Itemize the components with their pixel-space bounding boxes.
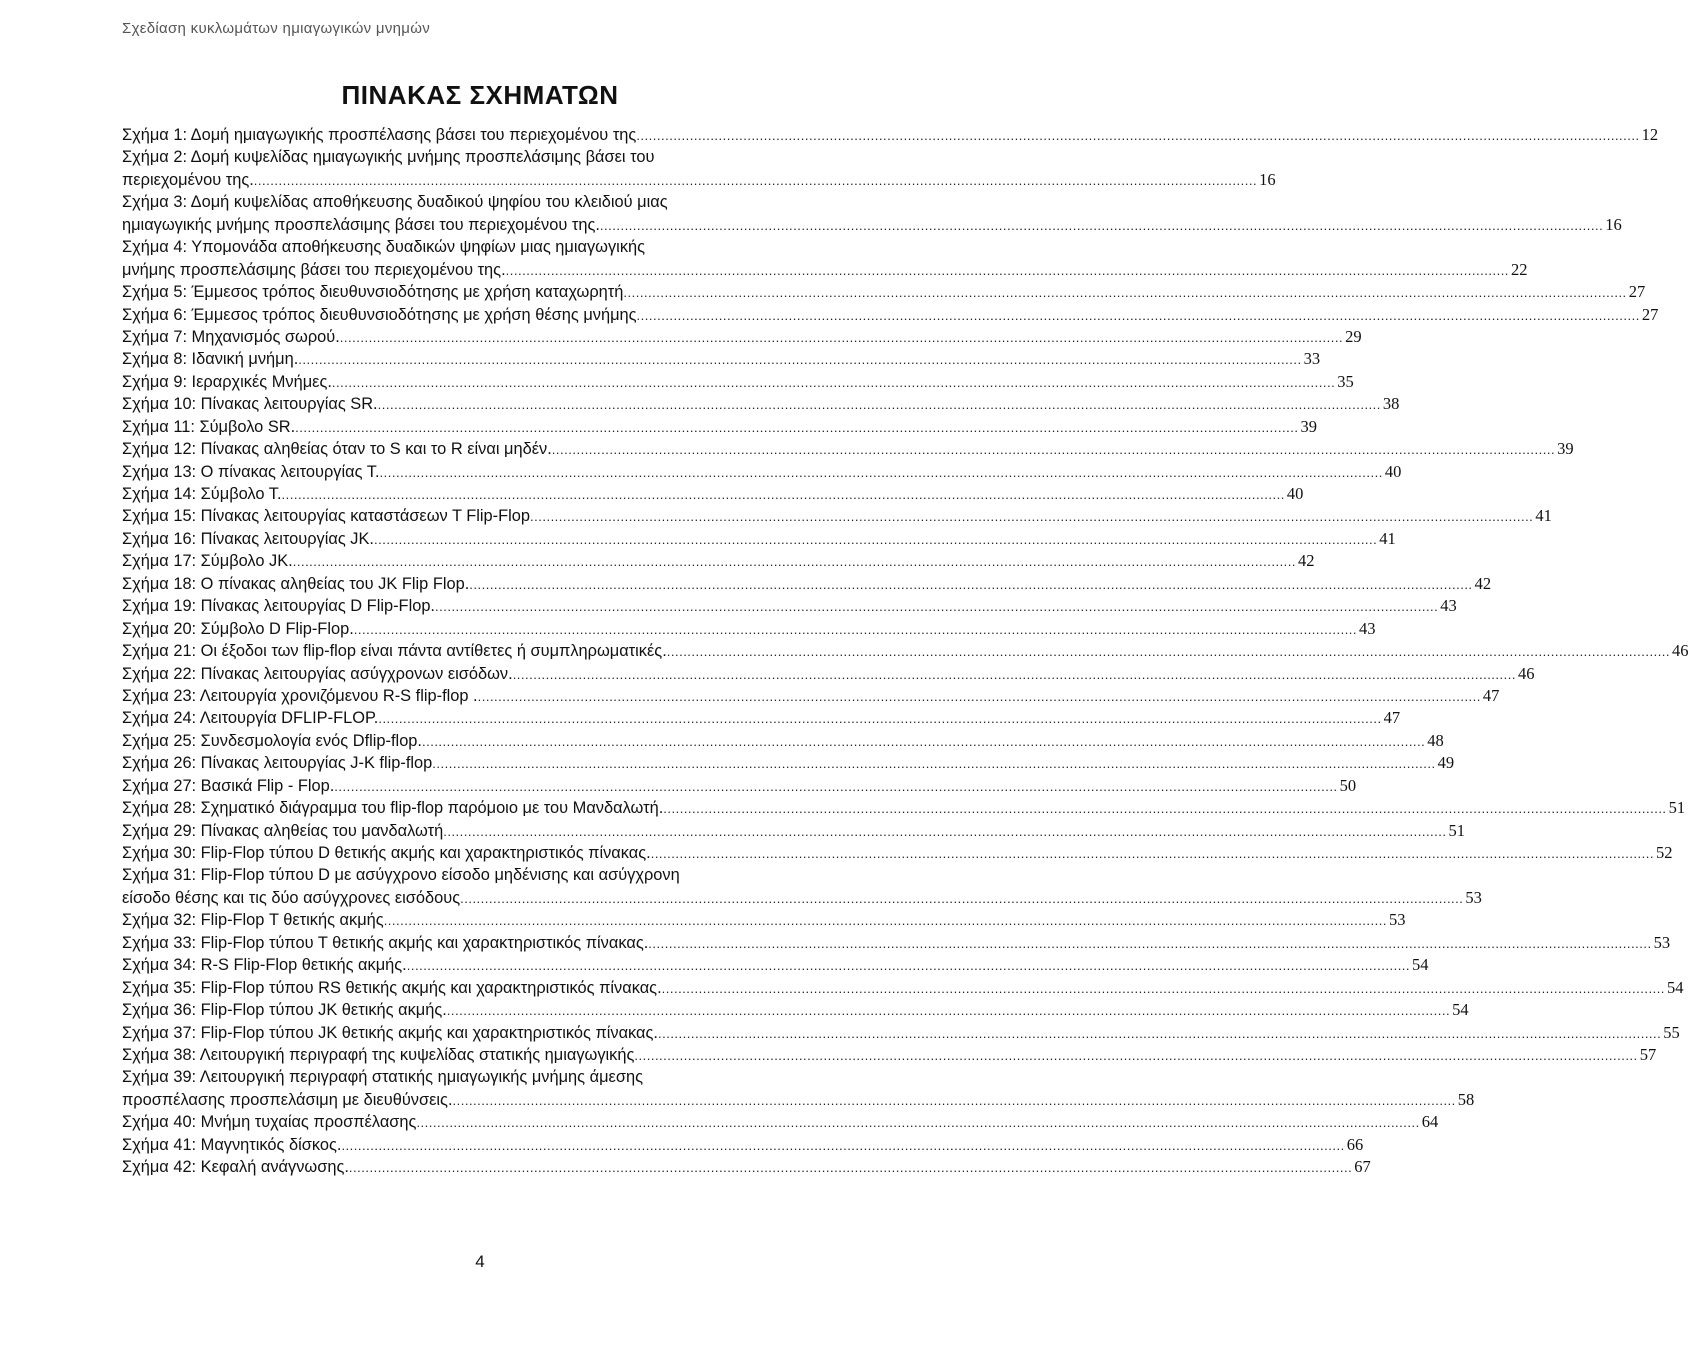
figure-entry-text: Σχήμα 29: Πίνακας αληθείας του μανδαλωτή — [122, 821, 444, 840]
dot-leader — [378, 708, 1381, 730]
figure-entry-text: Σχήμα 18: Ο πίνακας αληθείας του JK Flip Flop. — [122, 574, 470, 593]
figure-entry-line — [122, 371, 1354, 393]
figure-entry-line — [122, 438, 1574, 460]
figure-entry-line — [122, 954, 1429, 976]
figure-entry-line — [122, 797, 1686, 819]
figure-page-number: 22 — [1510, 259, 1528, 279]
figure-entry-line — [122, 281, 1646, 303]
figure-page-number: 35 — [1337, 371, 1354, 391]
figure-entry-line — [122, 618, 1376, 640]
dot-leader — [600, 215, 1603, 237]
dot-leader — [282, 484, 1285, 506]
dot-leader — [378, 394, 1381, 416]
dot-leader — [443, 821, 1446, 843]
figure-entry-line — [122, 775, 1357, 797]
dot-leader — [416, 1112, 1419, 1134]
figure-entry-line — [122, 191, 812, 213]
figure-entry-line — [122, 730, 1444, 752]
figure-page-number: 53 — [1465, 887, 1482, 907]
figure-entry-line — [122, 842, 1673, 864]
figure-entry-text: Σχήμα 22: Πίνακας λειτουργίας ασύγχρονων εισόδων. — [122, 664, 513, 683]
figure-entry-text: Σχήμα 1: Δομή ημιαγωγικής προσπέλασης βάσει του περιεχομένου της — [122, 126, 637, 144]
figure-entry-text: Σχήμα 5: Έμμεσος τρόπος διευθυνσιοδότησης με χρήση καταχωρητή — [122, 283, 624, 302]
dot-leader — [374, 529, 1377, 551]
figure-entry-text: Σχήμα 42: Κεφαλή ανάγνωσης. — [122, 1158, 349, 1177]
figure-entry-line — [122, 393, 1400, 415]
figure-page-number: 47 — [1482, 685, 1500, 705]
figure-entry-text: Σχήμα 12: Πίνακας αληθείας όταν το S και το R είναι μηδέν. — [122, 440, 552, 459]
figure-page-number: 66 — [1346, 1134, 1364, 1154]
figure-entry-line — [122, 864, 812, 886]
figure-entry-text: Σχήμα 40: Μνήμη τυχαίας προσπέλασης — [122, 1113, 417, 1132]
figure-entry-text: Σχήμα 6: Έμμεσος τρόπος διευθυνσιοδότησης με χρήση θέσης μνήμης — [122, 305, 637, 324]
figure-entry-text: Σχήμα 35: Flip-Flop τύπου RS θετικής ακμής και χαρακτηριστικός πίνακας. — [122, 978, 662, 997]
dot-leader — [636, 125, 1639, 147]
dot-leader — [340, 327, 1343, 349]
figure-entry-text: Σχήμα 13: Ο πίνακας λειτουργίας Τ. — [122, 462, 380, 481]
figure-page-number: 27 — [1641, 304, 1659, 324]
figure-page-number: 41 — [1535, 506, 1552, 526]
dot-leader — [432, 753, 1435, 775]
dot-leader — [637, 305, 1640, 327]
figure-entry-text: Σχήμα 9: Ιεραρχικές Μνήμες. — [122, 372, 332, 391]
figure-entry-line — [122, 1066, 812, 1088]
figure-entry-text: Σχήμα 34: R-S Flip-Flop θετικής ακμής. — [122, 956, 407, 975]
figure-entry-line — [122, 932, 1671, 954]
dot-leader — [648, 933, 1651, 955]
figure-entry-text: Σχήμα 4: Υπομονάδα αποθήκευσης δυαδικών ψηφίων μιας ημιαγωγικής — [122, 238, 646, 257]
figure-entry-line — [122, 1134, 1364, 1156]
figure-entry-line — [122, 505, 1552, 527]
dot-leader — [651, 843, 1654, 865]
figure-page-number: 47 — [1383, 708, 1401, 728]
page-number: 4 — [475, 1252, 485, 1271]
dot-leader — [254, 170, 1257, 192]
dot-leader — [447, 1000, 1450, 1022]
dot-leader — [453, 1090, 1456, 1112]
figure-page-number: 51 — [1668, 798, 1686, 818]
figure-entry-text: Σχήμα 16: Πίνακας λειτουργίας JK. — [122, 529, 374, 548]
figure-page-number: 29 — [1345, 326, 1362, 346]
figure-entry-text: Σχήμα 24: Λειτουργία DFLIP-FLOP. — [122, 709, 379, 728]
figure-entry-text: Σχήμα 33: Flip-Flop τύπου Τ θετικής ακμής και χαρακτηριστικός πίνακας. — [122, 933, 649, 952]
page-title — [0, 80, 960, 111]
figure-entry-line — [122, 887, 1482, 909]
dot-leader — [422, 731, 1425, 753]
dot-leader — [478, 686, 1481, 708]
dot-leader — [298, 349, 1301, 371]
figure-page-number: 40 — [1384, 461, 1402, 481]
figure-page-number: 54 — [1452, 1000, 1469, 1020]
figure-entry-text: Σχήμα 25: Συνδεσμολογία ενός Dflip-flop. — [122, 731, 422, 750]
figure-entry-text: Σχήμα 36: Flip-Flop τύπου JK θετικής ακμής. — [122, 1001, 447, 1020]
dot-leader — [349, 1157, 1352, 1179]
figure-page-number: 54 — [1412, 955, 1429, 975]
dot-leader — [667, 641, 1670, 663]
figure-page-number: 52 — [1656, 843, 1673, 862]
figure-page-number: 33 — [1303, 349, 1321, 369]
figure-entry-text: Σχήμα 8: Ιδανική μνήμη. — [122, 350, 299, 369]
figure-entry-line — [122, 348, 1321, 370]
figure-entry-text: Σχήμα 28: Σχηματικό διάγραμμα του flip-flop παρόμοιο με του Μανδαλωτή. — [122, 799, 664, 818]
figure-entry-line — [122, 259, 1528, 281]
dot-leader — [623, 282, 1626, 304]
figure-entry-text: Σχήμα 17: Σύμβολο JK. — [122, 552, 293, 571]
figure-entry-text: Σχήμα 23: Λειτουργία χρονιζόμενου R-S flip-flop . — [122, 686, 478, 705]
figure-entry-line — [122, 685, 1500, 707]
dot-leader — [293, 551, 1296, 573]
figure-entry-text: Σχήμα 3: Δομή κυψελίδας αποθήκευσης δυαδικού ψηφίου του κλειδιού μιας — [122, 193, 668, 212]
figure-page-number: 67 — [1354, 1157, 1371, 1177]
figure-entry-text: Σχήμα 37: Flip-Flop τύπου JK θετικής ακμής και χαρακτηριστικός πίνακας. — [122, 1023, 658, 1042]
page-title-text: ΠΙΝΑΚΑΣ ΣΧΗΜΑΤΩΝ — [341, 80, 619, 110]
figure-page-number: 53 — [1388, 910, 1406, 930]
dot-leader — [435, 596, 1438, 618]
figure-entry-text: Σχήμα 19: Πίνακας λειτουργίας D Flip-Flop. — [122, 597, 435, 616]
figure-entry-line — [122, 169, 1276, 191]
dot-leader — [552, 439, 1555, 461]
dot-leader — [530, 506, 1533, 528]
figure-entry-line — [122, 236, 812, 258]
figure-entry-text: Σχήμα 31: Flip-Flop τύπου D με ασύγχρονο είσοδο μηδένισης και ασύγχρονη — [122, 866, 680, 885]
figure-entry-line — [122, 977, 1684, 999]
figure-page-number: 55 — [1663, 1022, 1680, 1042]
figure-entry-line — [122, 1022, 1680, 1044]
figure-entry-line — [122, 416, 1317, 438]
figure-entry-text: Σχήμα 39: Λειτουργική περιγραφή στατικής ημιαγωγικής μνήμης άμεσης — [122, 1068, 643, 1087]
dot-leader — [658, 1023, 1661, 1045]
figure-entry-text: ημιαγωγικής μνήμης προσπελάσιμης βάσει του περιεχομένου της. — [122, 215, 600, 234]
dot-leader — [407, 955, 1410, 977]
figure-entry-text: Σχήμα 2: Δομή κυψελίδας ημιαγωγικής μνήμης προσπελάσιμης βάσει του — [122, 148, 655, 167]
figure-entry-line — [122, 1044, 1657, 1066]
table-of-figures — [122, 124, 1689, 1179]
figure-entry-line — [122, 124, 1659, 146]
figure-entry-line — [122, 550, 1315, 572]
figure-entry-line — [122, 326, 1362, 348]
figure-entry-text: Σχήμα 30: Flip-Flop τύπου D θετικής ακμής και χαρακτηριστικός πίνακας. — [122, 844, 651, 862]
figure-page-number: 64 — [1421, 1112, 1439, 1132]
figure-entry-line — [122, 1089, 1475, 1111]
figure-page-number: 42 — [1298, 551, 1315, 571]
figure-page-number: 41 — [1379, 528, 1396, 548]
figure-page-number: 51 — [1448, 820, 1466, 840]
figure-page-number: 58 — [1457, 1089, 1475, 1109]
figure-page-number: 48 — [1427, 730, 1444, 750]
figure-page-number: 49 — [1437, 753, 1455, 773]
figure-entry-text: Σχήμα 38: Λειτουργική περιγραφή της κυψελίδας στατικής ημιαγωγικής — [122, 1045, 635, 1064]
dot-leader — [663, 798, 1666, 820]
figure-page-number: 27 — [1628, 282, 1646, 302]
figure-entry-line — [122, 214, 1622, 236]
figure-page-number: 39 — [1557, 439, 1574, 459]
figure-entry-line — [122, 1111, 1439, 1133]
figure-entry-line — [122, 146, 812, 168]
figure-entry-line — [122, 752, 1455, 774]
figure-page-number: 16 — [1259, 169, 1276, 189]
figure-entry-text: περιεχομένου της. — [122, 170, 254, 189]
figure-entry-line — [122, 573, 1492, 595]
dot-leader — [513, 664, 1516, 686]
figure-entry-text: προσπέλασης προσπελάσιμη με διευθύνσεις. — [122, 1090, 453, 1109]
dot-leader — [469, 574, 1472, 596]
dot-leader — [662, 978, 1665, 1000]
figure-page-number: 50 — [1339, 775, 1357, 795]
figure-entry-text: Σχήμα 14: Σύμβολο Τ. — [122, 485, 282, 503]
figure-entry-line — [122, 595, 1457, 617]
figure-page-number: 46 — [1672, 641, 1689, 661]
dot-leader — [634, 1045, 1637, 1067]
figure-entry-text: Σχήμα 11: Σύμβολο SR. — [122, 417, 296, 436]
figure-entry-line — [122, 999, 1469, 1021]
figure-entry-text: Σχήμα 32: Flip-Flop Τ θετικής ακμής — [122, 911, 384, 930]
dot-leader — [506, 260, 1509, 282]
figure-entry-line — [122, 483, 1304, 505]
figure-page-number: 12 — [1641, 125, 1659, 144]
figure-entry-text: Σχήμα 7: Μηχανισμός σωρού. — [122, 327, 340, 346]
figure-entry-text: Σχήμα 26: Πίνακας λειτουργίας J-K flip-flop — [122, 754, 433, 773]
figure-entry-text: Σχήμα 41: Μαγνητικός δίσκος. — [122, 1135, 342, 1154]
running-header: Σχεδίαση κυκλωμάτων ημιαγωγικών μνημών — [122, 20, 431, 37]
figure-entry-line — [122, 461, 1402, 483]
figure-entry-line — [122, 1156, 1371, 1178]
figure-page-number: 40 — [1286, 484, 1304, 503]
figure-page-number: 43 — [1440, 596, 1457, 616]
dot-leader — [354, 619, 1357, 641]
figure-entry-line — [122, 304, 1659, 326]
figure-page-number: 38 — [1382, 394, 1400, 414]
figure-page-number: 16 — [1605, 214, 1622, 234]
figure-entry-text: Σχήμα 21: Οι έξοδοι των flip-flop είναι πάντα αντίθετες ή συμπληρωματικές. — [122, 642, 667, 661]
figure-entry-line — [122, 663, 1535, 685]
figure-page-number: 46 — [1517, 663, 1535, 683]
dot-leader — [384, 910, 1387, 932]
figure-entry-text: Σχήμα 27: Βασικά Flip - Flop. — [122, 776, 335, 795]
dot-leader — [332, 372, 1335, 394]
figure-page-number: 39 — [1300, 416, 1317, 436]
dot-leader — [334, 776, 1337, 798]
figure-entry-text: Σχήμα 10: Πίνακας λειτουργίας SR. — [122, 395, 378, 414]
figure-entry-text: Σχήμα 20: Σύμβολο D Flip-Flop. — [122, 619, 354, 638]
figure-entry-line — [122, 528, 1396, 550]
dot-leader — [460, 888, 1463, 910]
figure-entry-text: Σχήμα 15: Πίνακας λειτουργίας καταστάσεων Τ Flip-Flop — [122, 507, 531, 526]
figure-page-number: 57 — [1639, 1044, 1657, 1064]
figure-page-number: 54 — [1666, 977, 1684, 997]
figure-entry-line — [122, 707, 1401, 729]
figure-page-number: 42 — [1474, 573, 1492, 593]
dot-leader — [341, 1135, 1344, 1157]
figure-page-number: 53 — [1653, 932, 1671, 952]
figure-entry-text: είσοδο θέσης και τις δύο ασύγχρονες εισόδους — [122, 888, 461, 907]
figure-entry-line — [122, 820, 1466, 842]
figure-entry-line — [122, 640, 1689, 662]
dot-leader — [295, 417, 1298, 439]
figure-entry-text: μνήμης προσπελάσιμης βάσει του περιεχομένου της. — [122, 260, 506, 279]
figure-entry-line — [122, 909, 1406, 931]
dot-leader — [380, 462, 1383, 484]
figure-page-number: 43 — [1359, 618, 1376, 638]
